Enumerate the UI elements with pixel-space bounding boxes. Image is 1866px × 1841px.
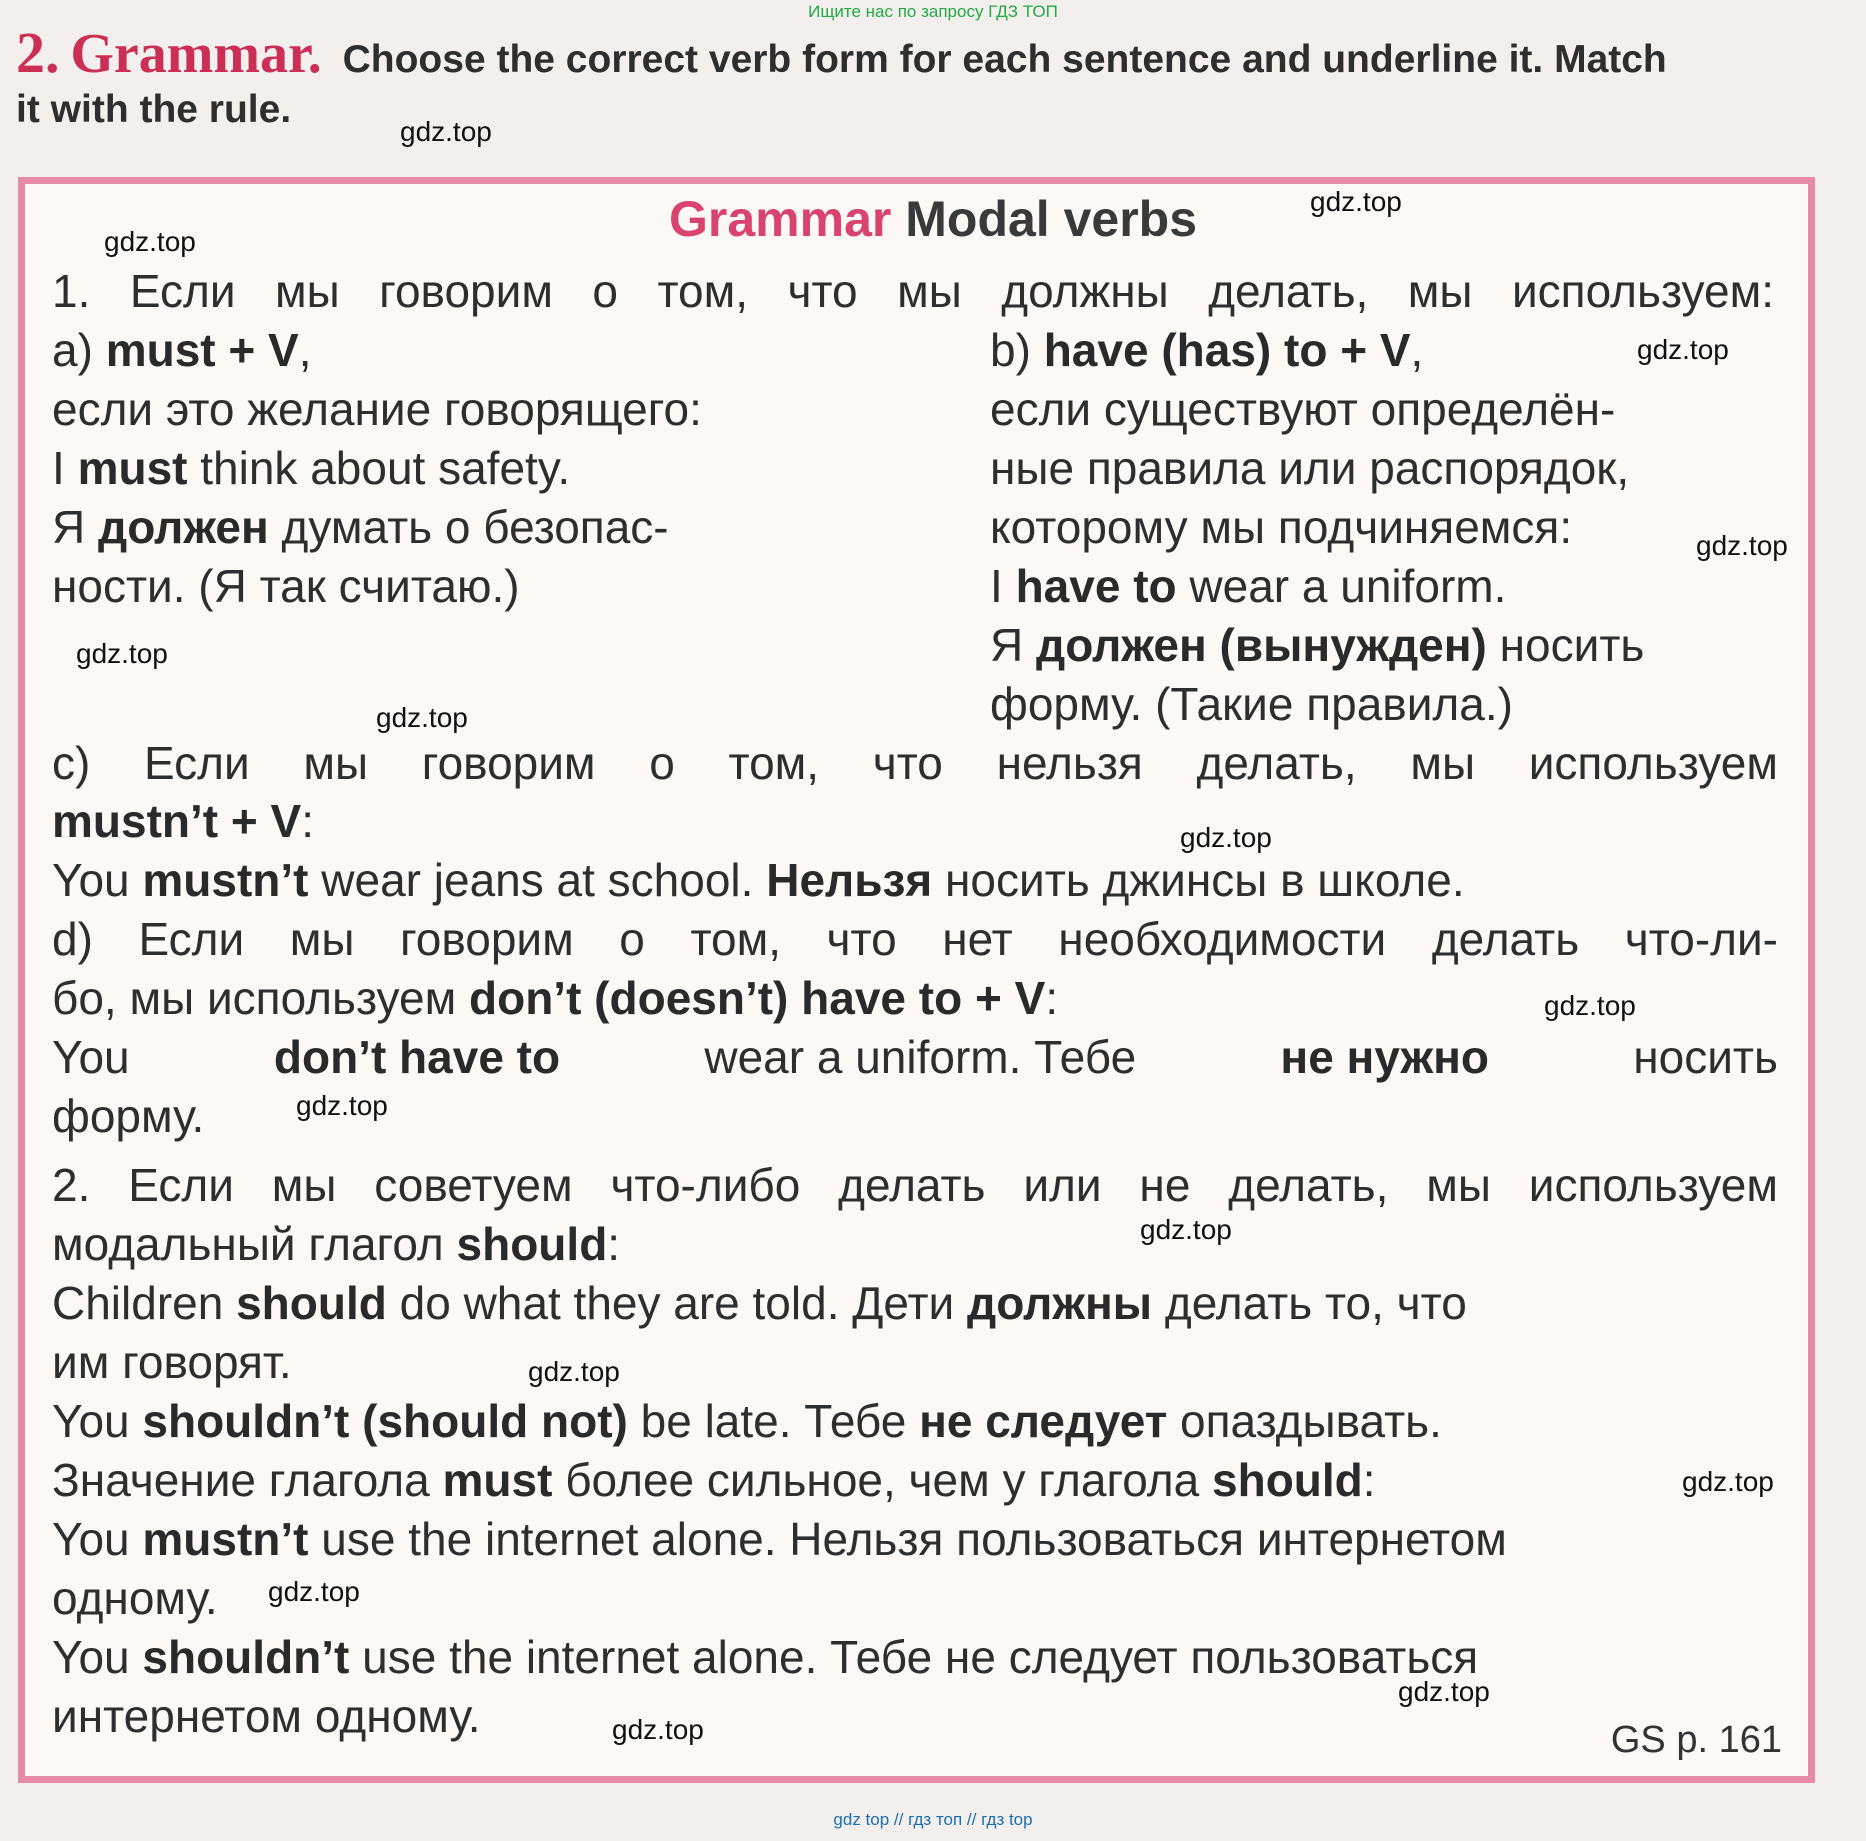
rule2-example4-pre: You [52, 1631, 130, 1683]
rule-b-translation-bold: должен (вынужден) [1036, 619, 1487, 671]
rule-b-example-pre: I [990, 560, 1003, 612]
rule-b-translation-post: носить [1499, 619, 1645, 671]
rule-c-example-bold: mustn’t [142, 854, 309, 906]
rule-c-example [52, 851, 1465, 909]
task-header [16, 20, 1846, 135]
rule-a-example [52, 439, 570, 497]
rule2-example3-line2: одному. [52, 1572, 218, 1624]
rule-d-formula: don’t (doesn’t) have to + V [469, 972, 1046, 1024]
rule-c-example-pre: You [52, 854, 130, 906]
rule2-example1-bold2: должны [967, 1277, 1153, 1329]
rule-a-formula: must + V [105, 324, 299, 376]
watermark: gdz.top [1637, 334, 1729, 365]
watermark: gdz.top [1544, 990, 1636, 1021]
rule2-example1-bold: should [236, 1277, 387, 1329]
rule-c-formula: mustn’t + V [52, 795, 302, 847]
rule-b-desc2: ные правила или распорядок, [990, 442, 1630, 494]
rule2-example2-bold: shouldn’t (should not) [142, 1395, 628, 1447]
rule2-intro2-pre: модальный глагол [52, 1218, 444, 1270]
watermark: gdz.top [400, 116, 492, 147]
watermark: gdz.top [1682, 1466, 1774, 1497]
rule-a-heading: a) must + V, [52, 324, 312, 376]
rule2-comparison-bold2: should [1212, 1454, 1363, 1506]
rule-a-example-pre: I [52, 442, 65, 494]
rule-a-translation-post: думать о безопас- [281, 501, 669, 553]
rule-a-example-post: think about safety. [200, 442, 571, 494]
watermark: gdz.top [1180, 822, 1272, 853]
rule-d-translation-bold: не нужно [1280, 1031, 1489, 1083]
watermark: gdz.top [1696, 530, 1788, 561]
rule1-intro: 1. Если мы говорим о том, что мы должны делать, мы используем: [52, 265, 1774, 317]
watermark: gdz.top [268, 1576, 360, 1607]
rule2-example1-post: делать то, что [1164, 1277, 1467, 1329]
rule-a-translation-line2: ности. (Я так считаю.) [52, 560, 520, 612]
watermark: gdz.top [76, 638, 168, 669]
rule-d-intro2: бо, мы используем don’t (doesn’t) have to + V: [52, 972, 1059, 1024]
rule2-example4 [52, 1628, 1478, 1686]
rule-d-example-bold: don’t have to [273, 1031, 561, 1083]
rule-a-label: a) [52, 324, 93, 376]
watermark: gdz.top [528, 1356, 620, 1387]
rule-b-translation [990, 616, 1644, 674]
rule-b-desc3: которому мы подчиняемся: [990, 501, 1573, 553]
watermark: gdz.top [1310, 186, 1402, 217]
rule-b-label: b) [990, 324, 1031, 376]
rule-a-translation-pre: Я [52, 501, 86, 553]
rule-c-translation-post: носить джинсы в школе. [945, 854, 1465, 906]
footer-watermark: gdz top // гдз топ // гдз top [833, 1810, 1033, 1829]
task-title: Grammar. [70, 23, 322, 85]
rule2-comparison-mid: более сильное, чем у глагола [565, 1454, 1200, 1506]
rule-d-translation-post: носить [1633, 1031, 1778, 1083]
rule-b-example [990, 557, 1506, 615]
rule-b-heading: b) have (has) to + V, [990, 324, 1424, 376]
rule-d-example-pre: You [52, 1031, 130, 1083]
rule-c-intro: c) Если мы говорим о том, что нельзя делать, мы используем [52, 737, 1778, 789]
watermark: gdz.top [612, 1714, 704, 1745]
rule-c-translation-bold: Нельзя [766, 854, 933, 906]
rule2-example4-line2: интернетом одному. [52, 1690, 481, 1742]
rule-b-formula: have (has) to + V [1043, 324, 1411, 376]
rule-d-intro2-pre: бо, мы используем [52, 972, 457, 1024]
rule2-example1-line2: им говорят. [52, 1336, 292, 1388]
top-watermark: Ищите нас по запросу ГДЗ ТОП [808, 2, 1058, 21]
watermark: gdz.top [104, 226, 196, 257]
rule-c-formula-line: mustn’t + V: [52, 795, 314, 847]
watermark: gdz.top [1398, 1676, 1490, 1707]
rule2-example2-mid: be late. Тебе [640, 1395, 907, 1447]
rule2-intro2: модальный глагол should: [52, 1218, 621, 1270]
box-title-grammar: Grammar [669, 191, 892, 247]
rule-a-example-bold: must [77, 442, 188, 494]
rule2-example2-pre: You [52, 1395, 130, 1447]
rule-c-example-post: wear jeans at school. [321, 854, 754, 906]
rule-d-example [52, 1028, 1778, 1086]
rule-b-translation-line2: форму. (Такие правила.) [990, 678, 1513, 730]
rule2-example2-bold2: не следует [919, 1395, 1168, 1447]
rule-b-desc1: если существуют определён- [990, 383, 1616, 435]
rule2-comparison: Значение глагола must более сильное, чем у глагола should: [52, 1454, 1376, 1506]
task-instruction-line2: it with the rule. [16, 88, 292, 131]
rule2-example3-pre: You [52, 1513, 130, 1565]
rule-d-example-post: wear a uniform. Тебе [704, 1031, 1137, 1083]
watermark: gdz.top [1140, 1214, 1232, 1245]
rule2-example4-bold: shouldn’t [142, 1631, 350, 1683]
rule-d-translation-line2: форму. [52, 1090, 205, 1142]
rule-a-translation-bold: должен [98, 501, 269, 553]
rule2-example2-post: опаздывать. [1180, 1395, 1442, 1447]
rule-b-example-bold: have to [1015, 560, 1177, 612]
task-number: 2. [16, 20, 60, 85]
rule2-example3-post: use the internet alone. Нельзя пользоваться интернетом [321, 1513, 1507, 1565]
rule-a-desc: если это желание говорящего: [52, 383, 702, 435]
rule2-example2 [52, 1392, 1442, 1450]
rule2-example1-mid: do what they are told. Дети [399, 1277, 955, 1329]
rule2-example1 [52, 1274, 1467, 1332]
rule2-intro1: 2. Если мы советуем что-либо делать или не делать, мы используем [52, 1159, 1778, 1211]
rule-b-example-post: wear a uniform. [1189, 560, 1507, 612]
box-title-modal-verbs: Modal verbs [905, 191, 1197, 247]
rule2-intro2-bold: should [456, 1218, 608, 1270]
rule-d-intro1: d) Если мы говорим о том, что нет необходимости делать что-ли- [52, 913, 1778, 965]
rule-b-translation-pre: Я [990, 619, 1024, 671]
rule2-example4-post: use the internet alone. Тебе не следует пользоваться [362, 1631, 1479, 1683]
rule2-example3 [52, 1510, 1507, 1568]
rule-a-translation [52, 498, 669, 556]
rule2-example3-bold: mustn’t [142, 1513, 309, 1565]
watermark: gdz.top [296, 1090, 388, 1121]
rule2-comparison-bold1: must [442, 1454, 553, 1506]
task-instruction-line1: Choose the correct verb form for each sentence and underline it. Match [342, 38, 1667, 81]
gs-page-reference: GS p. 161 [1610, 1719, 1782, 1761]
rule2-comparison-pre: Значение глагола [52, 1454, 430, 1506]
watermark: gdz.top [376, 702, 468, 733]
rule2-example1-pre: Children [52, 1277, 224, 1329]
box-title [0, 190, 1866, 248]
